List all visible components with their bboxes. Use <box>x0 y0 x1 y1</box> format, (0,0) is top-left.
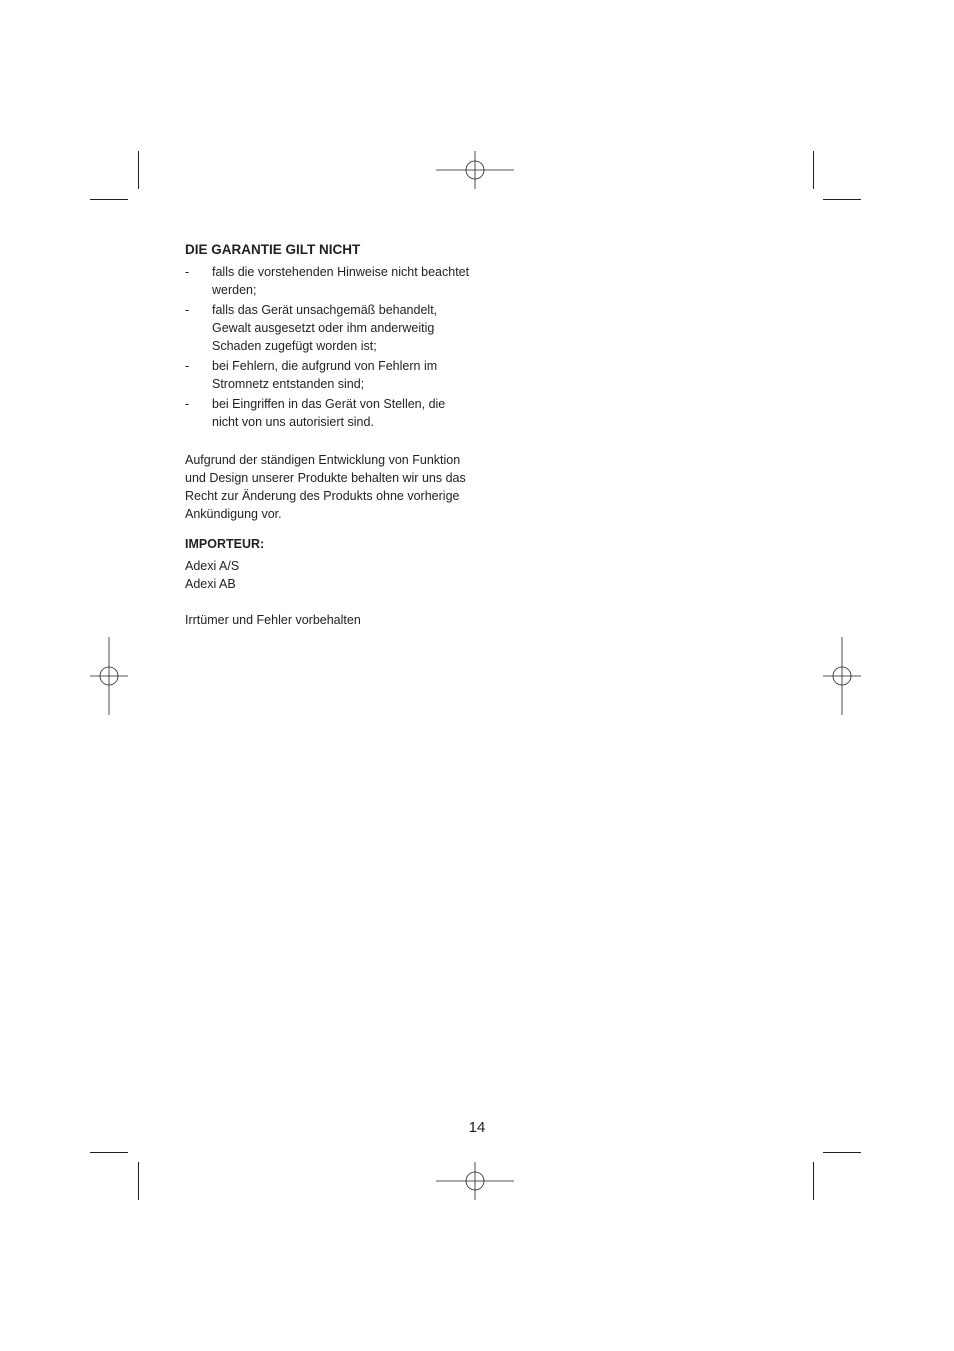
list-bullet: - <box>185 359 190 373</box>
crop-mark-top-left-vertical <box>138 151 139 189</box>
warranty-exclusions-list <box>185 263 475 431</box>
registration-mark-left-icon <box>90 637 128 715</box>
product-change-notice: Aufgrund der ständigen Entwicklung von Funktion und Design unserer Produkte behalten wir uns das Recht zur Änderung des Produkts ohne vorherige Ankündigung vor. <box>185 453 466 521</box>
list-item <box>185 301 475 355</box>
crop-mark-bottom-right-vertical <box>813 1162 814 1200</box>
crop-mark-bottom-right-horizontal <box>823 1152 861 1153</box>
list-bullet: - <box>185 397 190 411</box>
list-item <box>185 263 475 299</box>
list-bullet: - <box>185 265 190 279</box>
list-item-text: bei Fehlern, die aufgrund von Fehlern im Stromnetz entstanden sind; <box>212 359 438 391</box>
crop-mark-top-left-horizontal <box>90 199 128 200</box>
list-item-text: falls das Gerät unsachgemäß behandelt, Gewalt ausgesetzt oder ihm anderweitig Schaden zugefügt worden ist; <box>212 303 438 353</box>
registration-mark-bottom-icon <box>436 1162 516 1200</box>
registration-mark-right-icon <box>823 637 861 715</box>
importer-heading: IMPORTEUR: <box>185 537 265 551</box>
list-item <box>185 395 475 431</box>
crop-mark-top-right-horizontal <box>823 199 861 200</box>
crop-mark-top-right-vertical <box>813 151 814 189</box>
errors-disclaimer: Irrtümer und Fehler vorbehalten <box>185 613 361 627</box>
crop-mark-bottom-left-horizontal <box>90 1152 128 1153</box>
list-item-text: falls die vorstehenden Hinweise nicht beachtet werden; <box>212 265 470 297</box>
importer-name: Adexi AB <box>185 577 236 591</box>
registration-mark-top-icon <box>436 151 516 189</box>
page-number: 14 <box>468 1119 486 1136</box>
crop-mark-bottom-left-vertical <box>138 1162 139 1200</box>
list-bullet: - <box>185 303 190 317</box>
page-content <box>185 241 475 629</box>
list-item <box>185 357 475 393</box>
list-item-text: bei Eingriffen in das Gerät von Stellen, die nicht von uns autorisiert sind. <box>212 397 446 429</box>
warranty-heading: DIE GARANTIE GILT NICHT <box>185 242 361 257</box>
importer-name: Adexi A/S <box>185 559 240 573</box>
